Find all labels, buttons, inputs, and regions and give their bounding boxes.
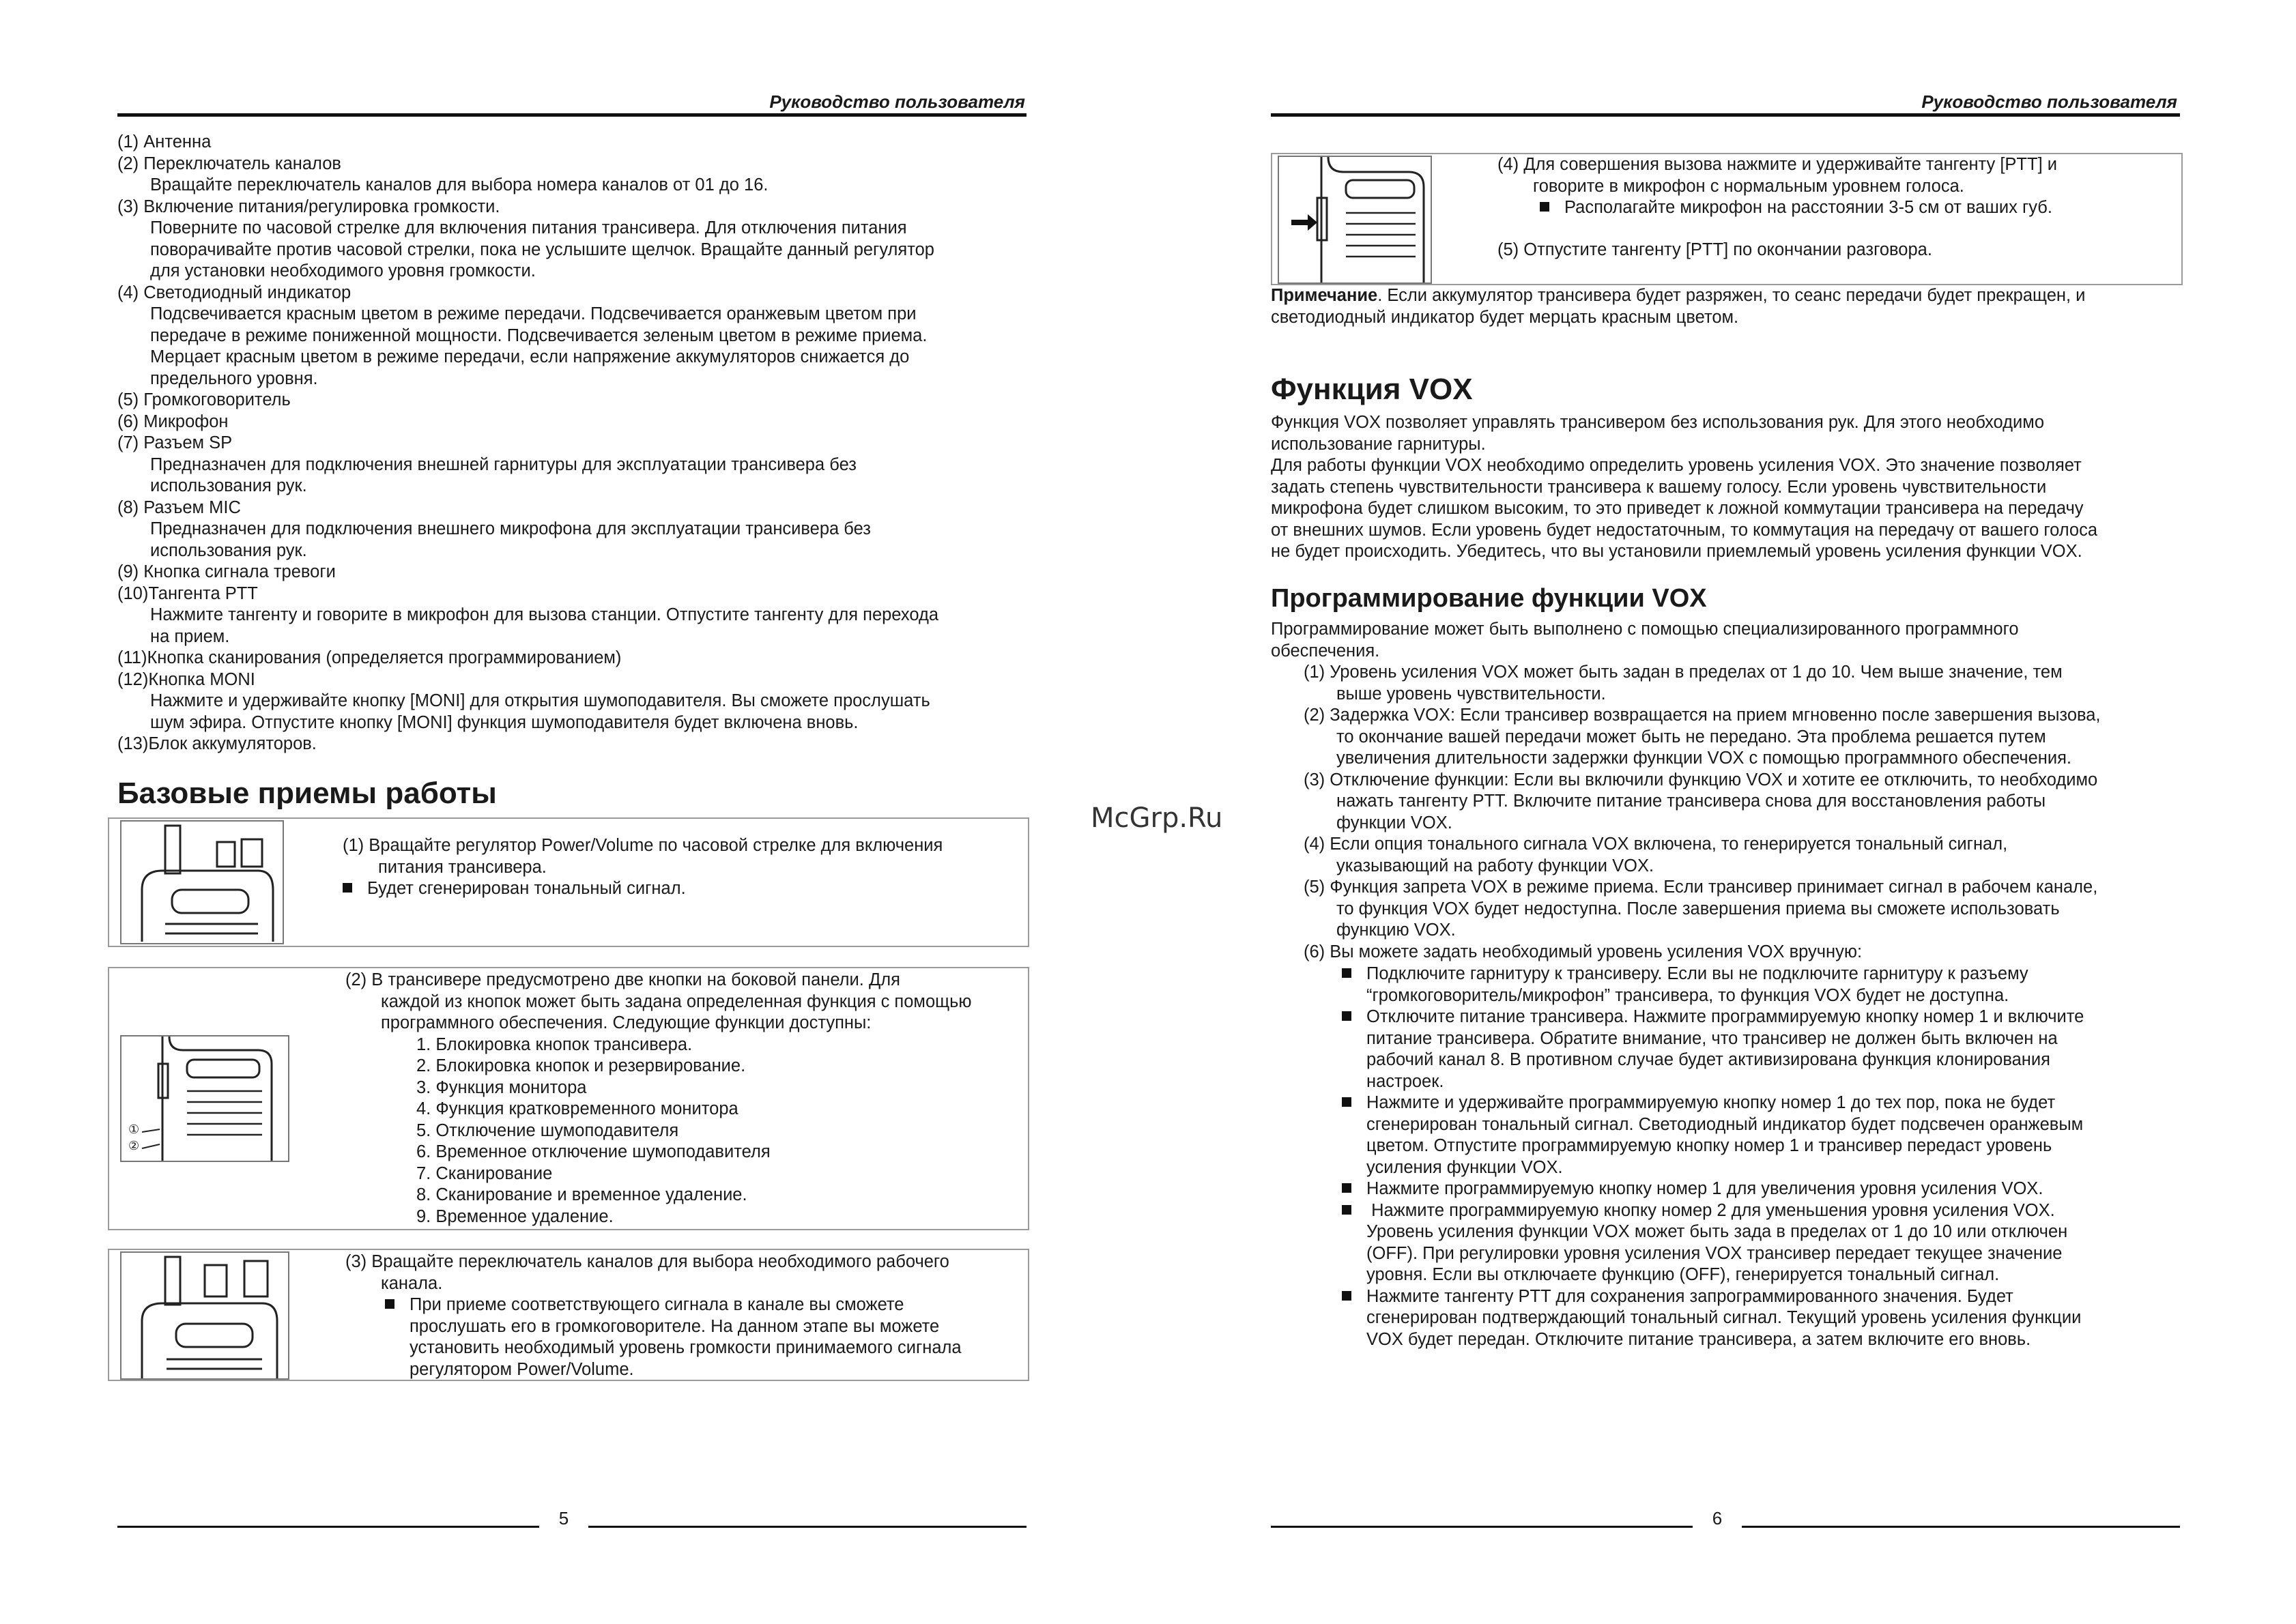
- vox-paragraph-line: микрофона будет слишком высоким, то это приведет к ложной коммутации трансивера на передачу: [1271, 499, 2084, 518]
- prog-list-line: то функция VOX будет недоступна. После завершения приема вы сможете использовать: [1336, 899, 2060, 918]
- left-list-line: передаче в режиме пониженной мощности. Подсвечивается зеленым цветом в режиме приема.: [150, 325, 928, 345]
- left-list-line: (2) Переключатель каналов: [117, 154, 341, 173]
- vox-bullet-line: [1342, 1135, 2084, 1157]
- function-list-item: 2. Блокировка кнопок и резервирование.: [416, 1056, 746, 1075]
- vox-bullet-text: VOX будет передан. Отключите питание трансивера, а затем включите его вновь.: [1366, 1329, 2031, 1349]
- note-line-2: светодиодный индикатор будет мерцать красным цветом.: [1271, 307, 1739, 327]
- left-list-line: шум эфира. Отпустите кнопку [MONI] функция шумоподавителя будет включена вновь.: [150, 712, 859, 732]
- box1-bullet-text: Будет сгенерирован тональный сигнал.: [367, 879, 686, 898]
- left-list-line: Предназначен для подключения внешнего микрофона для эксплуатации трансивера без: [150, 519, 871, 538]
- radio-illustration-channel: [120, 1251, 289, 1380]
- left-list-line: предельного уровня.: [150, 368, 318, 388]
- watermark-logo: McGrp.Ru: [1091, 802, 1223, 834]
- vox-bullet-line: [1342, 1114, 2084, 1136]
- vox-bullet-text: Нажмите программируемую кнопку номер 2 для уменьшения уровня усиления VOX.: [1366, 1200, 2055, 1220]
- vox-bullet-line: [1342, 1028, 2084, 1050]
- note-line-1: [1271, 285, 2085, 307]
- left-list-line: использования рук.: [150, 476, 307, 495]
- left-header-title: Руководство пользователя: [769, 91, 1025, 112]
- bullet-square-icon: [1342, 1291, 1351, 1301]
- box1-line-2: питания трансивера.: [378, 857, 547, 877]
- left-list-line: (11)Кнопка сканирования (определяется программированием): [117, 648, 622, 667]
- left-list-line: Подсвечивается красным цветом в режиме передачи. Подсвечивается оранжевым цветом при: [150, 304, 917, 323]
- vox-bullet-text: Уровень усиления функции VOX может быть зада в пределах от 1 до 10 или отключен: [1366, 1222, 2068, 1241]
- prog-intro-line: Программирование может быть выполнено с помощью специализированного программного: [1271, 620, 2019, 639]
- box3-bullet-text: установить необходимый уровень громкости принимаемого сигнала: [410, 1338, 962, 1357]
- bullet-square-icon: [1540, 202, 1549, 212]
- box2-line-2: каждой из кнопок может быть задана определенная функция с помощью: [381, 991, 972, 1011]
- function-list-item: 6. Временное отключение шумоподавителя: [416, 1142, 771, 1161]
- prog-list-line: выше уровень чувствительности.: [1336, 684, 1606, 704]
- vox-bullet-text: Нажмите программируемую кнопку номер 1 для увеличения уровня усиления VOX.: [1366, 1179, 2043, 1198]
- box-side-buttons: [108, 967, 1029, 1230]
- ptt-bullet-text: Располагайте микрофон на расстоянии 3-5 см от ваших губ.: [1564, 198, 2052, 217]
- left-list-line: (4) Светодиодный индикатор: [117, 282, 351, 302]
- vox-bullet-text: Подключите гарнитуру к трансиверу. Если вы не подключите гарнитуру к разъему: [1366, 964, 2028, 983]
- box1-line-1: (1) Вращайте регулятор Power/Volume по часовой стрелке для включения: [343, 836, 943, 855]
- vox-bullet-line: [1342, 1092, 2084, 1114]
- ptt-line-1: (4) Для совершения вызова нажмите и удерживайте тангенту [PTT] и: [1497, 155, 2057, 174]
- vox-bullet-line: [1342, 1200, 2084, 1222]
- function-list-item: 4. Функция кратковременного монитора: [416, 1099, 738, 1118]
- bullet-square-icon: [1342, 1097, 1351, 1107]
- right-header-rule: [1271, 113, 2180, 117]
- radio-illustration-top: [120, 820, 284, 944]
- box-channel-select: [108, 1249, 1029, 1381]
- box3-line-1: (3) Вращайте переключатель каналов для выбора необходимого рабочего: [345, 1252, 949, 1271]
- vox-bullet-line: [1342, 1006, 2084, 1028]
- box-ptt-call: [1271, 153, 2183, 285]
- bullet-square-icon: [1342, 968, 1351, 978]
- prog-intro-line: обеспечения.: [1271, 641, 1380, 661]
- vox-bullet-line: [1342, 1157, 2084, 1179]
- left-list-line: Предназначен для подключения внешней гарнитуры для эксплуатации трансивера без: [150, 454, 857, 474]
- box3-bullet-line: [385, 1359, 962, 1381]
- left-footer-rule-left: [117, 1526, 539, 1528]
- left-list-line: Мерцает красным цветом в режиме передачи, если напряжение аккумуляторов снижается до: [150, 347, 910, 366]
- box3-text: [345, 1251, 962, 1380]
- left-section-title: Базовые приемы работы: [117, 777, 497, 810]
- vox-paragraph-line: Функция VOX позволяет управлять трансивером без использования рук. Для этого необходимо: [1271, 413, 2045, 432]
- ptt-line-2: говорите в микрофон с нормальным уровнем голоса.: [1533, 176, 1964, 196]
- vox-bullet-text: усиления функции VOX.: [1366, 1157, 1563, 1177]
- radio-side-drawing: [121, 1036, 288, 1161]
- prog-list-line: указывающий на работу функции VOX.: [1336, 856, 1654, 875]
- bullet-square-icon: [1342, 1205, 1351, 1215]
- left-list-line: Нажмите и удерживайте кнопку [MONI] для открытия шумоподавителя. Вы сможете прослушать: [150, 691, 930, 710]
- prog-intro: [1271, 619, 2019, 662]
- box3-bullet-block: [345, 1294, 962, 1380]
- vox-bullet-text: цветом. Отпустите программируемую кнопку номер 1 и трансивер передаст уровень: [1366, 1136, 2052, 1155]
- radio-illustration-ptt: [1278, 156, 1432, 284]
- left-footer-rule-right: [588, 1526, 1027, 1528]
- prog-list-line: увеличения длительности задержки функции VOX с помощью программного обеспечения.: [1336, 749, 2071, 768]
- vox-bullet-text: сгенерирован подтверждающий тональный сигнал. Текущий уровень усиления функции: [1366, 1308, 2082, 1327]
- vox-bullet-text: (OFF). При регулировки уровня усиления VOX трансивер передает текущее значение: [1366, 1243, 2063, 1263]
- left-list-line: (1) Антенна: [117, 132, 212, 151]
- vox-bullet-text: питание трансивера. Обратите внимание, что трансивер не должен быть включен на: [1366, 1028, 2058, 1048]
- box2-line-1: (2) В трансивере предусмотрено две кнопки на боковой панели. Для: [345, 970, 900, 989]
- vox-bullet-text: рабочий канал 8. В противном случае будет активизирована функция клонирования: [1366, 1050, 2050, 1069]
- vox-bullet-text: настроек.: [1366, 1071, 1444, 1091]
- right-header-title: Руководство пользователя: [1921, 91, 2177, 112]
- left-list-line: (5) Громкоговоритель: [117, 390, 291, 409]
- vox-bullet-line: [1342, 1243, 2084, 1265]
- right-footer-rule-right: [1742, 1526, 2180, 1528]
- left-list-line: (8) Разъем MIC: [117, 497, 241, 517]
- vox-title: Функция VOX: [1271, 373, 1473, 406]
- vox-paragraph-line: от внешних шумов. Если уровень будет недостаточным, то коммутация на передачу от вашего голоса: [1271, 520, 2098, 540]
- callout-2: ②: [128, 1139, 140, 1152]
- prog-list-line: (6) Вы можете задать необходимый уровень усиления VOX вручную:: [1304, 942, 1863, 961]
- function-list-item: 9. Временное удаление.: [416, 1206, 614, 1226]
- prog-bullets: [1342, 963, 2084, 1350]
- vox-bullet-line: [1342, 1307, 2084, 1329]
- box-power-on: [108, 817, 1029, 947]
- function-list-item: 5. Отключение шумоподавителя: [416, 1120, 679, 1140]
- left-page-number: 5: [558, 1508, 569, 1528]
- bullet-square-icon: [385, 1299, 394, 1309]
- note-text: . Если аккумулятор трансивера будет разряжен, то сеанс передачи будет прекращен, и: [1377, 286, 2086, 305]
- box2-function-list: [345, 1034, 972, 1228]
- radio-channel-drawing: [121, 1253, 288, 1378]
- function-list-item: 8. Сканирование и временное удаление.: [416, 1185, 747, 1204]
- prog-list-line: (5) Функция запрета VOX в режиме приема. Если трансивер принимает сигнал в рабочем канале,: [1304, 878, 2098, 897]
- bullet-square-icon: [343, 883, 352, 893]
- box3-bullet-line: [385, 1337, 962, 1359]
- vox-bullet-line: [1342, 985, 2084, 1007]
- box2-text: [345, 970, 972, 1228]
- left-list-line: Нажмите тангенту и говорите в микрофон для вызова станции. Отпустите тангенту для перехода: [150, 605, 939, 624]
- function-list-item: 7. Сканирование: [416, 1163, 553, 1183]
- left-component-list: [117, 132, 1025, 755]
- function-list-item: 1. Блокировка кнопок трансивера.: [416, 1034, 693, 1054]
- box3-bullet-text: регулятором Power/Volume.: [410, 1359, 634, 1379]
- left-list-line: Поверните по часовой стрелке для включения питания трансивера. Для отключения питания: [150, 218, 907, 237]
- box1-bullet: [343, 878, 943, 900]
- vox-bullet-line: [1342, 963, 2084, 985]
- left-header-rule: [117, 113, 1027, 117]
- vox-bullet-line: [1342, 1264, 2084, 1286]
- box1-text: [343, 835, 943, 900]
- box2-line-3: программного обеспечения. Следующие функции доступны:: [381, 1013, 872, 1032]
- prog-title: Программирование функции VOX: [1271, 584, 1707, 613]
- left-list-line: поворачивайте против часовой стрелки, пока не услышите щелчок. Вращайте данный регулятор: [150, 240, 934, 259]
- vox-bullet-line: [1342, 1071, 2084, 1093]
- vox-paragraph-line: Для работы функции VOX необходимо определить уровень усиления VOX. Это значение позволяет: [1271, 456, 2082, 475]
- prog-list-line: (1) Уровень усиления VOX может быть задан в пределах от 1 до 10. Чем выше значение, тем: [1304, 663, 2063, 682]
- vox-bullet-line: [1342, 1221, 2084, 1243]
- vox-bullet-line: [1342, 1178, 2084, 1200]
- prog-list-line: функцию VOX.: [1336, 920, 1456, 940]
- vox-bullet-text: “громкоговоритель/микрофон” трансивера, то функция VOX будет не доступна.: [1366, 985, 2009, 1005]
- left-list-line: (10)Тангента PTT: [117, 583, 258, 603]
- prog-list-line: функции VOX.: [1336, 813, 1452, 832]
- prog-list-line: (3) Отключение функции: Если вы включили функцию VOX и хотите ее отключить, то необходимо: [1304, 770, 2098, 789]
- left-list-line: (3) Включение питания/регулировка громкости.: [117, 197, 500, 216]
- left-list-line: (7) Разъем SP: [117, 433, 233, 452]
- vox-bullet-line: [1342, 1286, 2084, 1308]
- vox-paragraph-line: задать степень чувствительности трансивера к вашему голосу. Если уровень чувствительности: [1271, 477, 2047, 497]
- vox-bullet-text: Нажмите тангенту PTT для сохранения запрограммированного значения. Будет: [1366, 1286, 2013, 1306]
- ptt-line-release: (5) Отпустите тангенту [PTT] по окончании разговора.: [1497, 240, 1932, 259]
- vox-bullet-line: [1342, 1329, 2084, 1351]
- note-paragraph: [1271, 285, 2085, 328]
- left-list-line: для установки необходимого уровня громкости.: [150, 261, 536, 280]
- left-list-line: (6) Микрофон: [117, 411, 229, 431]
- vox-bullet-text: сгенерирован тональный сигнал. Светодиодный индикатор будет подсвечен оранжевым: [1366, 1114, 2084, 1134]
- left-list-line: (13)Блок аккумуляторов.: [117, 734, 317, 753]
- bullet-square-icon: [1342, 1011, 1351, 1021]
- prog-list-line: (2) Задержка VOX: Если трансивер возвращается на прием мгновенно после завершения вызова,: [1304, 706, 2101, 725]
- vox-bullet-text: уровня. Если вы отключаете функцию (OFF), генерируется тональный сигнал.: [1366, 1265, 2000, 1284]
- ptt-box-text: [1497, 154, 2057, 261]
- function-list-item: 3. Функция монитора: [416, 1077, 587, 1097]
- radio-drawing: [121, 822, 283, 943]
- ptt-bullet: [1497, 197, 2057, 219]
- box3-bullet-line: [385, 1294, 962, 1316]
- prog-list-line: то окончание вашей передачи может быть не передано. Эта проблема решается путем: [1336, 727, 2046, 746]
- right-footer-rule-left: [1271, 1526, 1693, 1528]
- left-list-line: Вращайте переключатель каналов для выбора номера каналов от 01 до 16.: [150, 175, 769, 194]
- vox-paragraph: [1271, 412, 2097, 563]
- left-list-line: на прием.: [150, 626, 230, 646]
- left-list-line: (12)Кнопка MONI: [117, 669, 255, 689]
- vox-bullet-line: [1342, 1049, 2084, 1071]
- right-page-number: 6: [1712, 1508, 1723, 1528]
- callout-1: ①: [128, 1122, 140, 1136]
- vox-paragraph-line: не будет происходить. Убедитесь, что вы установили приемлемый уровень усиления функции VOX.: [1271, 542, 2082, 561]
- prog-list-line: (4) Если опция тонального сигнала VOX включена, то генерируется тональный сигнал,: [1304, 835, 2008, 854]
- box3-bullet-text: При приеме соответствующего сигнала в канале вы сможете: [410, 1295, 904, 1314]
- box3-line-2: канала.: [381, 1273, 443, 1293]
- vox-bullet-text: Нажмите и удерживайте программируемую кнопку номер 1 до тех пор, пока не будет: [1366, 1093, 2056, 1112]
- vox-paragraph-line: использование гарнитуры.: [1271, 434, 1486, 454]
- note-label: Примечание: [1271, 286, 1378, 305]
- bullet-square-icon: [1342, 1183, 1351, 1193]
- prog-list-line: нажать тангенту PTT. Включите питание трансивера снова для восстановления работы: [1336, 792, 2046, 811]
- radio-illustration-side: [120, 1035, 289, 1162]
- left-list-line: использования рук.: [150, 540, 307, 560]
- radio-ptt-drawing: [1279, 157, 1431, 282]
- vox-bullet-text: Отключите питание трансивера. Нажмите программируемую кнопку номер 1 и включите: [1366, 1007, 2084, 1026]
- box3-bullet-text: прослушать его в громкоговорителе. На данном этапе вы можете: [410, 1316, 940, 1336]
- box3-bullet-line: [385, 1316, 962, 1338]
- prog-list: [1304, 662, 2101, 963]
- left-list-line: (9) Кнопка сигнала тревоги: [117, 562, 336, 581]
